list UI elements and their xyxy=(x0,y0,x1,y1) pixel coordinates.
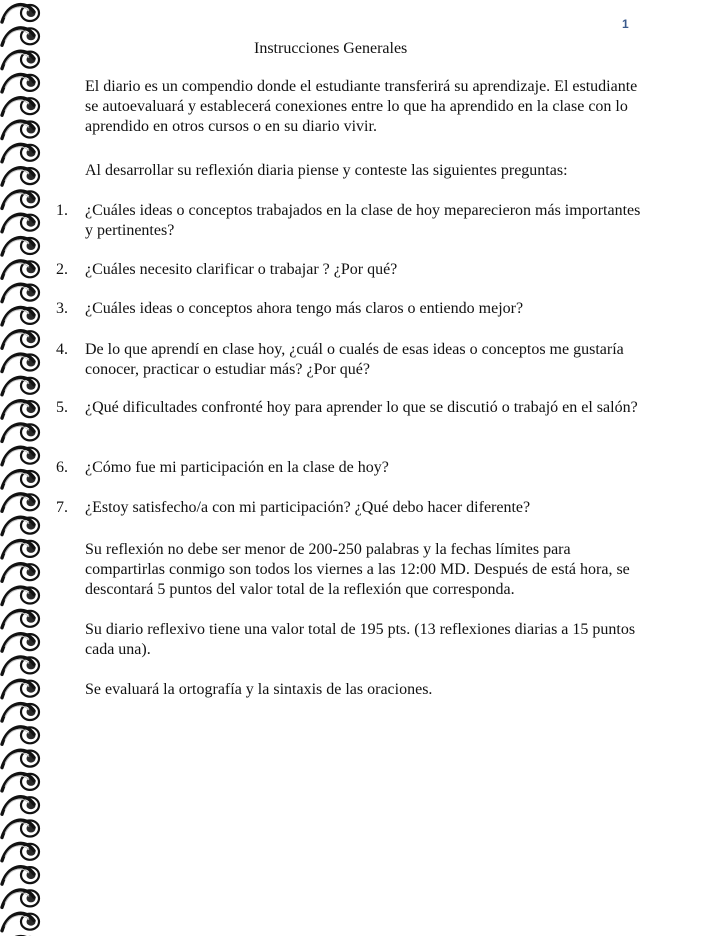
grading-paragraph: Se evaluará la ortografía y la sintaxis de las oraciones. xyxy=(85,681,433,698)
spiral-ring xyxy=(2,51,39,68)
spiral-ring xyxy=(2,913,39,930)
spiral-ring xyxy=(2,634,39,651)
question-text: ¿Cuáles ideas o conceptos ahora tengo más claros o entiendo mejor? xyxy=(85,300,524,317)
spiral-ring xyxy=(2,471,39,488)
spiral-ring xyxy=(2,261,39,278)
spiral-ring xyxy=(2,704,39,721)
page-number: 1 xyxy=(622,17,629,31)
spiral-binding xyxy=(0,0,46,936)
question-number: 4. xyxy=(56,341,68,358)
question-text: ¿Cómo fue mi participación en la clase de hoy? xyxy=(85,459,389,476)
question-number: 2. xyxy=(56,261,68,278)
spiral-ring xyxy=(2,447,39,464)
question-number: 6. xyxy=(56,459,68,476)
spiral-ring xyxy=(2,540,39,557)
spiral-ring xyxy=(2,797,39,814)
spiral-ring xyxy=(2,307,39,324)
spiral-ring xyxy=(2,144,39,161)
spiral-ring xyxy=(2,98,39,115)
spiral-ring xyxy=(2,28,39,45)
spiral-ring xyxy=(2,890,39,907)
spiral-ring xyxy=(2,587,39,604)
spiral-ring xyxy=(2,517,39,534)
spiral-ring xyxy=(2,214,39,231)
spiral-ring xyxy=(2,168,39,185)
spiral-ring xyxy=(2,843,39,860)
spiral-ring xyxy=(2,610,39,627)
spiral-ring xyxy=(2,5,39,22)
spiral-ring xyxy=(2,867,39,884)
spiral-ring xyxy=(2,377,39,394)
questions-prompt: Al desarrollar su reflexión diaria piense y conteste las siguientes preguntas: xyxy=(85,162,568,179)
question-text: ¿Cuáles ideas o conceptos trabajados en la clase de hoy meparecieron más importantes y pertinentes? xyxy=(85,202,641,239)
spiral-ring xyxy=(2,773,39,790)
spiral-ring xyxy=(2,657,39,674)
question-number: 5. xyxy=(56,399,68,416)
intro-paragraph: El diario es un compendio donde el estudiante transferirá su aprendizaje. El estudiante se autoevaluará y establecerá conexiones entre lo que ha aprendido en la clase con lo aprendido en otros cursos o en su diario vivir. xyxy=(85,78,638,135)
spiral-ring xyxy=(2,680,39,697)
question-number: 7. xyxy=(56,499,68,516)
spiral-ring xyxy=(2,750,39,767)
spiral-ring xyxy=(2,494,39,511)
spiral-ring xyxy=(2,424,39,441)
spiral-ring xyxy=(2,238,39,255)
spiral-ring xyxy=(2,191,39,208)
spiral-ring xyxy=(2,74,39,91)
spiral-ring xyxy=(2,727,39,744)
page-title: Instrucciones Generales xyxy=(254,40,408,57)
spiral-ring xyxy=(2,284,39,301)
question-number: 1. xyxy=(56,202,68,219)
spiral-ring xyxy=(2,820,39,837)
spiral-ring xyxy=(2,401,39,418)
spiral-ring xyxy=(2,564,39,581)
spiral-ring xyxy=(2,121,39,138)
question-text: ¿Qué dificultades confronté hoy para aprender lo que se discutió o trabajó en el salón? xyxy=(85,399,638,416)
question-text: ¿Cuáles necesito clarificar o trabajar ? ¿Por qué? xyxy=(85,261,398,278)
spiral-ring xyxy=(2,331,39,348)
question-text: ¿Estoy satisfecho/a con mi participación? ¿Qué debo hacer diferente? xyxy=(85,499,531,516)
question-number: 3. xyxy=(56,300,68,317)
spiral-ring xyxy=(2,354,39,371)
deadline-paragraph: Su reflexión no debe ser menor de 200-250 palabras y la fechas límites para compartirlas conmigo son todos los viernes a las 12:00 MD. Después de está hora, se descontará 5 puntos del valor total de la reflexión que corresponda. xyxy=(85,541,630,598)
points-paragraph: Su diario reflexivo tiene una valor total de 195 pts. (13 reflexiones diarias a 15 puntos cada una). xyxy=(85,621,636,658)
question-text: De lo que aprendí en clase hoy, ¿cuál o cualés de esas ideas o conceptos me gustaría conocer, practicar o estudiar más? ¿Por qué? xyxy=(85,341,624,378)
